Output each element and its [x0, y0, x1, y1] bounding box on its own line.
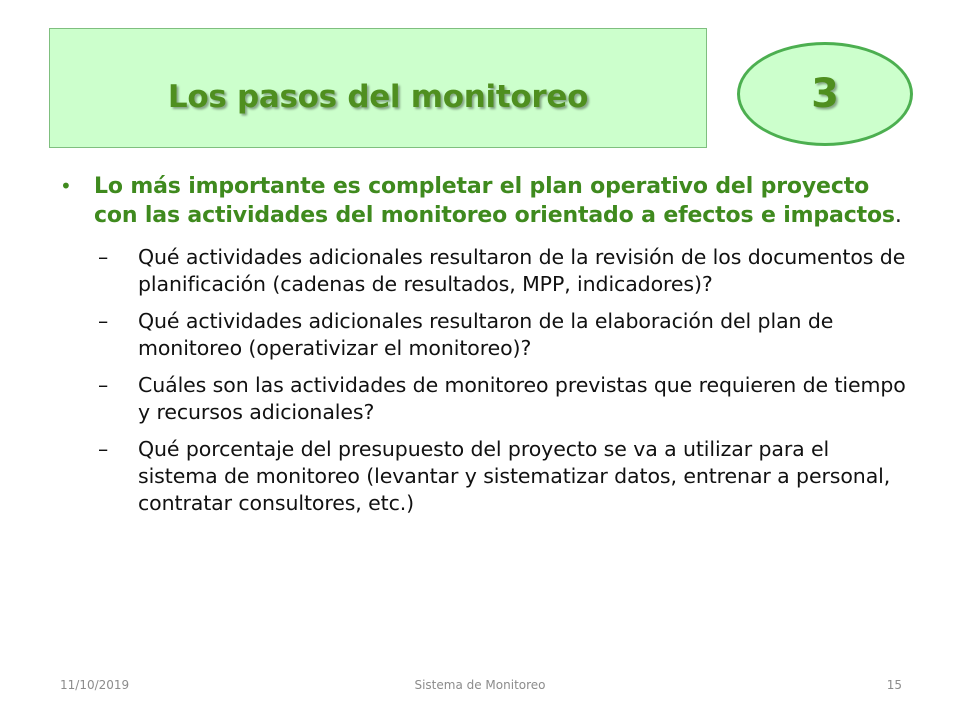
sub-item	[94, 436, 910, 517]
dash-marker: –	[98, 373, 109, 397]
slide-content	[60, 172, 910, 527]
slide-title: Los pasos del monitoreo	[167, 79, 589, 115]
dash-marker: –	[98, 245, 109, 269]
dash-marker: –	[98, 309, 109, 333]
sub-item-text: Cuáles son las actividades de monitoreo previstas que requieren de tiempo y recursos adicionales?	[138, 373, 906, 424]
footer-title: Sistema de Monitoreo	[414, 678, 546, 692]
sub-item	[94, 244, 910, 298]
step-number: 3	[811, 71, 839, 117]
footer-date: 11/10/2019	[60, 678, 130, 692]
main-bullet-end: .	[894, 203, 902, 228]
sub-item	[94, 372, 910, 426]
bullet-marker: •	[60, 174, 72, 198]
sub-item-text: Qué actividades adicionales resultaron de la revisión de los documentos de planificación (cadenas de resultados, MPP, indicadores)?	[138, 245, 906, 296]
main-bullet	[60, 172, 910, 230]
sub-list	[60, 244, 910, 517]
page-number: 15	[886, 678, 902, 692]
title-box	[49, 28, 707, 148]
sub-item-text: Qué porcentaje del presupuesto del proyecto se va a utilizar para el sistema de monitoreo (levantar y sistematizar datos, entrenar a personal, contratar consultores, etc.)	[138, 437, 891, 515]
sub-item-text: Qué actividades adicionales resultaron de la elaboración del plan de monitoreo (operativizar el monitoreo)?	[138, 309, 834, 360]
sub-item	[94, 308, 910, 362]
main-bullet-text: Lo más importante es completar el plan operativo del proyecto con las actividades del monitoreo orientado a efectos e impactos	[94, 174, 895, 228]
dash-marker: –	[98, 437, 109, 461]
step-badge	[737, 42, 913, 146]
